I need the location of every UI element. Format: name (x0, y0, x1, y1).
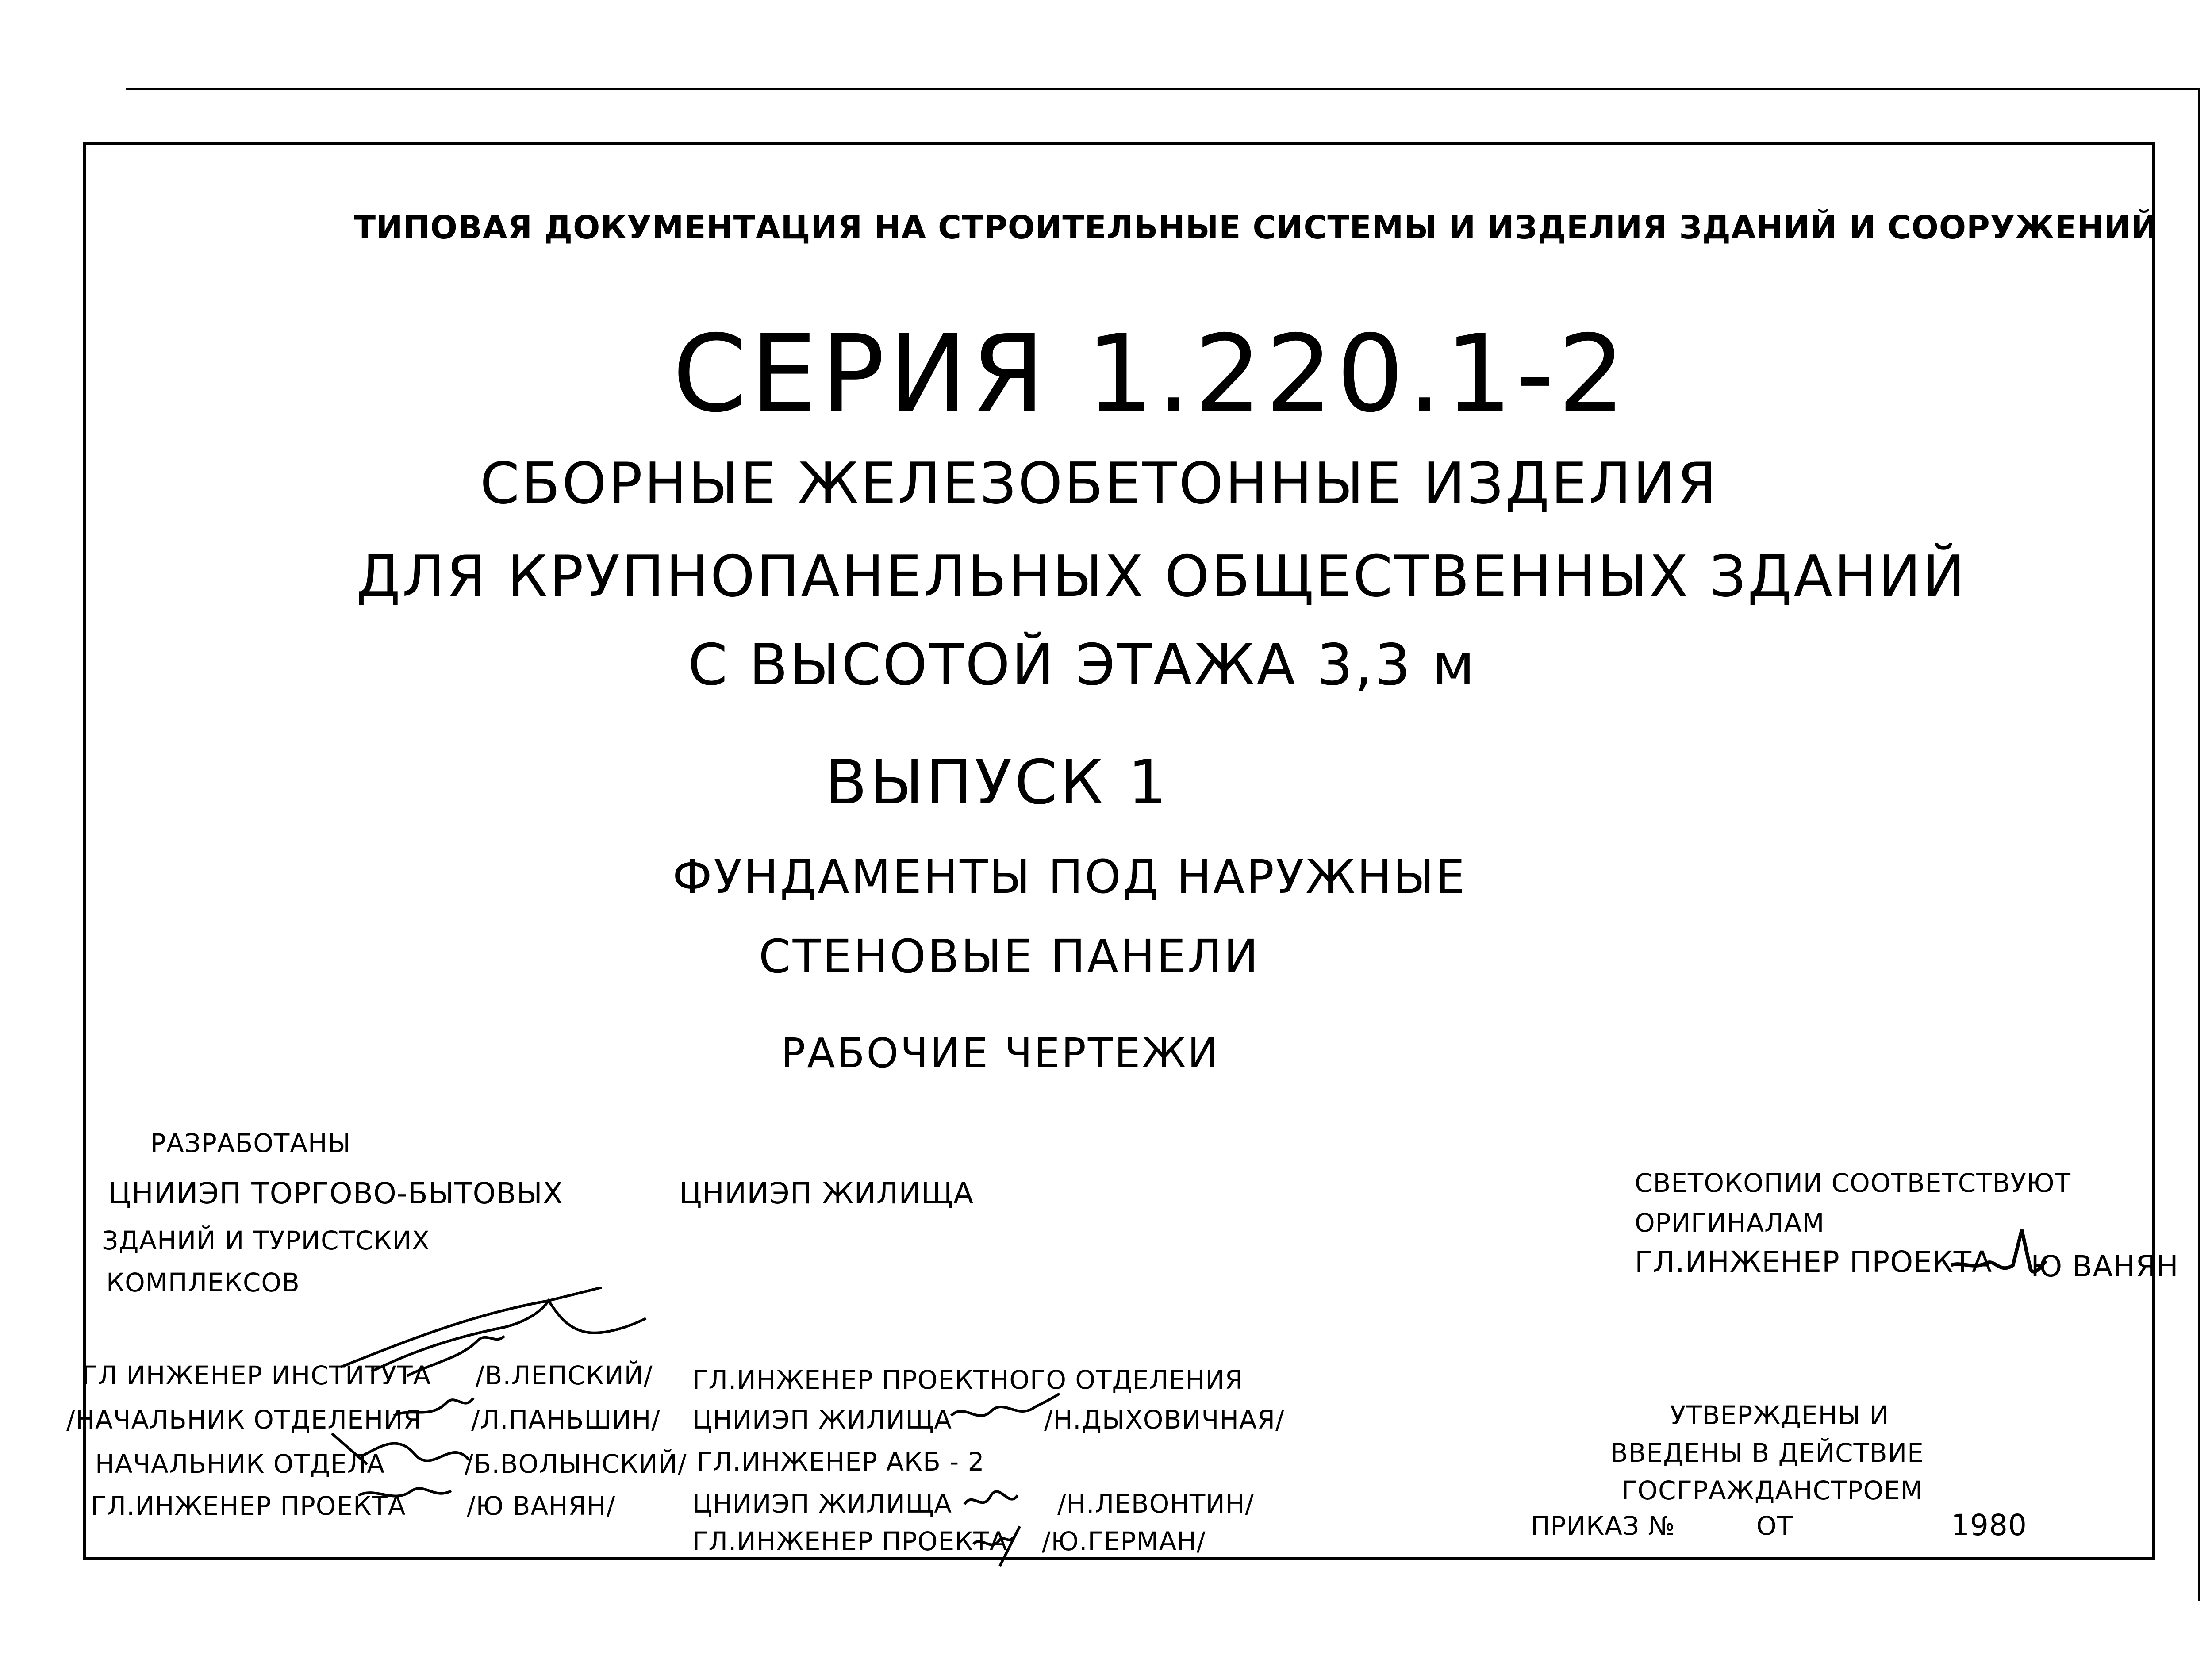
sig-left-name-2: /Л.ПАНЬШИН/ (471, 1405, 661, 1435)
org-left-line-1: ЦНИИЭП ТОРГОВО-БЫТОВЫХ (108, 1176, 564, 1210)
sig-mid-role-2: ЦНИИЭП ЖИЛИЩА (692, 1405, 952, 1435)
developed-by-label: РАЗРАБОТАНЫ (150, 1128, 351, 1158)
subtitle-line-2: СТЕНОВЫЕ ПАНЕЛИ (759, 930, 1260, 983)
order-from-label: ОТ (1756, 1511, 1793, 1541)
title-line-1: СБОРНЫЕ ЖЕЛЕЗОБЕТОННЫЕ ИЗДЕЛИЯ (480, 451, 1718, 517)
copies-line-1: СВЕТОКОПИИ СООТВЕТСТВУЮТ (1635, 1168, 2071, 1198)
copies-engineer-role: ГЛ.ИНЖЕНЕР ПРОЕКТА (1635, 1245, 1993, 1279)
org-left-line-3: КОМПЛЕКСОВ (106, 1268, 300, 1298)
approval-line-2: ВВЕДЕНЫ В ДЕЙСТВИЕ (1610, 1438, 1924, 1468)
approval-line-3: ГОСГРАЖДАНСТРОЕМ (1621, 1475, 1923, 1506)
order-label: ПРИКАЗ № (1531, 1511, 1675, 1541)
sig-mid-name-4: /Н.ЛЕВОНТИН/ (1057, 1489, 1254, 1519)
middle-signatures-handwriting (947, 1385, 1062, 1571)
sig-mid-role-5: ГЛ.ИНЖЕНЕР ПРОЕКТА (692, 1526, 1008, 1556)
working-drawings-label: РАБОЧИЕ ЧЕРТЕЖИ (781, 1029, 1220, 1077)
left-signatures-handwriting (319, 1287, 655, 1535)
title-line-3: С ВЫСОТОЙ ЭТАЖА 3,3 м (688, 632, 1477, 698)
org-left-line-2: ЗДАНИЙ И ТУРИСТСКИХ (102, 1225, 430, 1256)
approval-line-1: УТВЕРЖДЕНЫ И (1670, 1400, 1889, 1430)
sig-mid-name-5: /Ю.ГЕРМАН/ (1042, 1526, 1206, 1556)
order-year: 1980 (1951, 1508, 2027, 1542)
sig-left-name-4: /Ю ВАНЯН/ (467, 1491, 616, 1521)
sig-left-role-2: /НАЧАЛЬНИК ОТДЕЛЕНИЯ (66, 1405, 422, 1435)
sig-mid-name-2: /Н.ДЫХОВИЧНАЯ/ (1044, 1405, 1285, 1435)
copies-signature (1947, 1212, 2048, 1283)
copies-engineer-name: Ю ВАНЯН (2031, 1249, 2179, 1283)
sig-left-role-3: НАЧАЛЬНИК ОТДЕЛА (95, 1449, 385, 1479)
series-number: СЕРИЯ 1.220.1-2 (672, 312, 1629, 436)
sig-left-name-3: /Б.ВОЛЫНСКИЙ/ (465, 1449, 687, 1479)
right-border-line (2198, 88, 2200, 1601)
subtitle-line-1: ФУНДАМЕНТЫ ПОД НАРУЖНЫЕ (672, 850, 1467, 904)
sig-left-role-4: ГЛ.ИНЖЕНЕР ПРОЕКТА (91, 1491, 406, 1521)
sig-mid-role-3: ГЛ.ИНЖЕНЕР АКБ - 2 (697, 1447, 985, 1477)
copies-line-2: ОРИГИНАЛАМ (1635, 1208, 1825, 1238)
sig-left-role-1: ГЛ ИНЖЕНЕР ИНСТИТУТА (82, 1360, 431, 1390)
title-line-2: ДЛЯ КРУПНОПАНЕЛЬНЫХ ОБЩЕСТВЕННЫХ ЗДАНИЙ (356, 544, 1967, 610)
documentation-header: ТИПОВАЯ ДОКУМЕНТАЦИЯ НА СТРОИТЕЛЬНЫЕ СИСТЕМЫ И ИЗДЕЛИЯ ЗДАНИЙ И СООРУЖЕНИЙ (354, 209, 2158, 246)
sig-mid-role-4: ЦНИИЭП ЖИЛИЩА (692, 1489, 952, 1519)
issue-number: ВЫПУСК 1 (825, 747, 1170, 818)
top-border-line (126, 88, 2199, 90)
org-middle: ЦНИИЭП ЖИЛИЩА (679, 1176, 974, 1210)
sig-left-name-1: /В.ЛЕПСКИЙ/ (476, 1360, 653, 1390)
sig-mid-role-1: ГЛ.ИНЖЕНЕР ПРОЕКТНОГО ОТДЕЛЕНИЯ (692, 1365, 1244, 1395)
